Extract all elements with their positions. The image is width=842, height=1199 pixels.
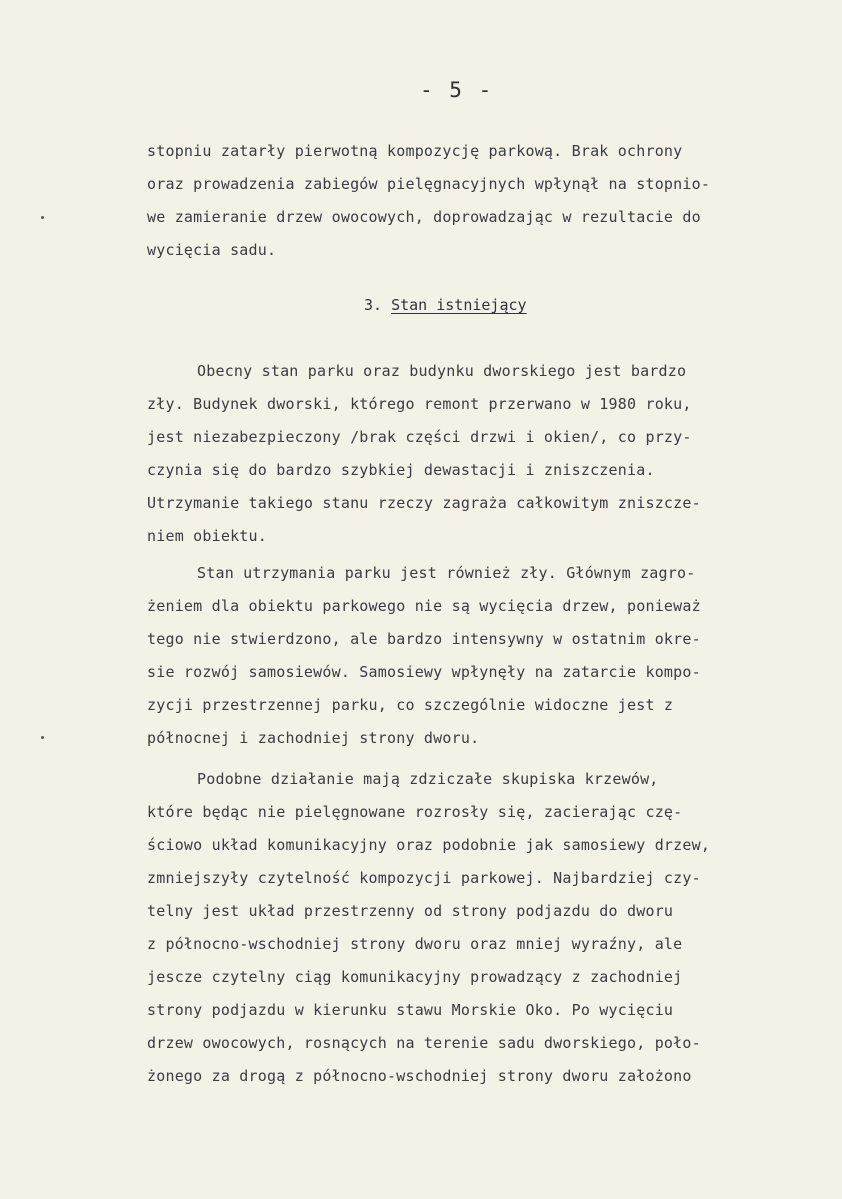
text-line: stopniu zatarły pierwotną kompozycję parkową. Brak ochrony <box>147 142 683 160</box>
text-line: zły. Budynek dworski, którego remont przerwano w 1980 roku, <box>147 395 692 413</box>
page-number: - 5 - <box>420 78 494 102</box>
section-title: Stan istniejący <box>391 296 527 314</box>
text-line: drzew owocowych, rosnących na terenie sadu dworskiego, poło- <box>147 1034 701 1052</box>
text-line: z północno-wschodniej strony dworu oraz mniej wyraźny, ale <box>147 935 683 953</box>
text-line: północnej i zachodniej strony dworu. <box>147 729 480 747</box>
text-line: Obecny stan parku oraz budynku dworskiego jest bardzo <box>197 362 687 380</box>
text-line: zycji przestrzennej parku, co szczególnie widoczne jest z <box>147 696 674 714</box>
margin-speck <box>41 736 44 739</box>
margin-speck <box>41 216 44 219</box>
text-line: Utrzymanie takiego stanu rzeczy zagraża całkowitym zniszcze- <box>147 494 701 512</box>
text-line: ściowo układ komunikacyjny oraz podobnie jak samosiewy drzew, <box>147 836 711 854</box>
text-line: które będąc nie pielęgnowane rozrosły się, zacierając czę- <box>147 803 683 821</box>
text-line: czynia się do bardzo szybkiej dewastacji i zniszczenia. <box>147 461 655 479</box>
paragraph-2 <box>147 557 787 755</box>
text-line: telny jest układ przestrzenny od strony podjazdu do dworu <box>147 902 674 920</box>
text-line: zmniejszyły czytelność kompozycji parkowej. Najbardziej czy- <box>147 869 701 887</box>
section-number: 3. <box>364 296 383 314</box>
section-heading <box>364 296 527 314</box>
text-line: jescze czytelny ciąg komunikacyjny prowadzący z zachodniej <box>147 968 683 986</box>
text-line: Podobne działanie mają zdziczałe skupiska krzewów, <box>197 770 659 788</box>
paragraph-3 <box>147 763 787 1093</box>
text-line: niem obiektu. <box>147 527 267 545</box>
text-line: żeniem dla obiektu parkowego nie są wycięcia drzew, ponieważ <box>147 597 701 615</box>
text-line: Stan utrzymania parku jest również zły. Głównym zagro- <box>197 564 696 582</box>
text-line: strony podjazdu w kierunku stawu Morskie Oko. Po wycięciu <box>147 1001 674 1019</box>
paragraph-1 <box>147 355 787 553</box>
text-line: tego nie stwierdzono, ale bardzo intensywny w ostatnim okre- <box>147 630 701 648</box>
text-line: jest niezabezpieczony /brak części drzwi i okien/, co przy- <box>147 428 692 446</box>
text-line: żonego za drogą z północno-wschodniej strony dworu założono <box>147 1067 692 1085</box>
intro-paragraph <box>147 135 787 267</box>
text-line: wycięcia sadu. <box>147 241 277 259</box>
text-line: we zamieranie drzew owocowych, doprowadzając w rezultacie do <box>147 208 701 226</box>
text-line: oraz prowadzenia zabiegów pielęgnacyjnych wpłynął na stopnio- <box>147 175 711 193</box>
text-line: sie rozwój samosiewów. Samosiewy wpłynęły na zatarcie kompo- <box>147 663 701 681</box>
